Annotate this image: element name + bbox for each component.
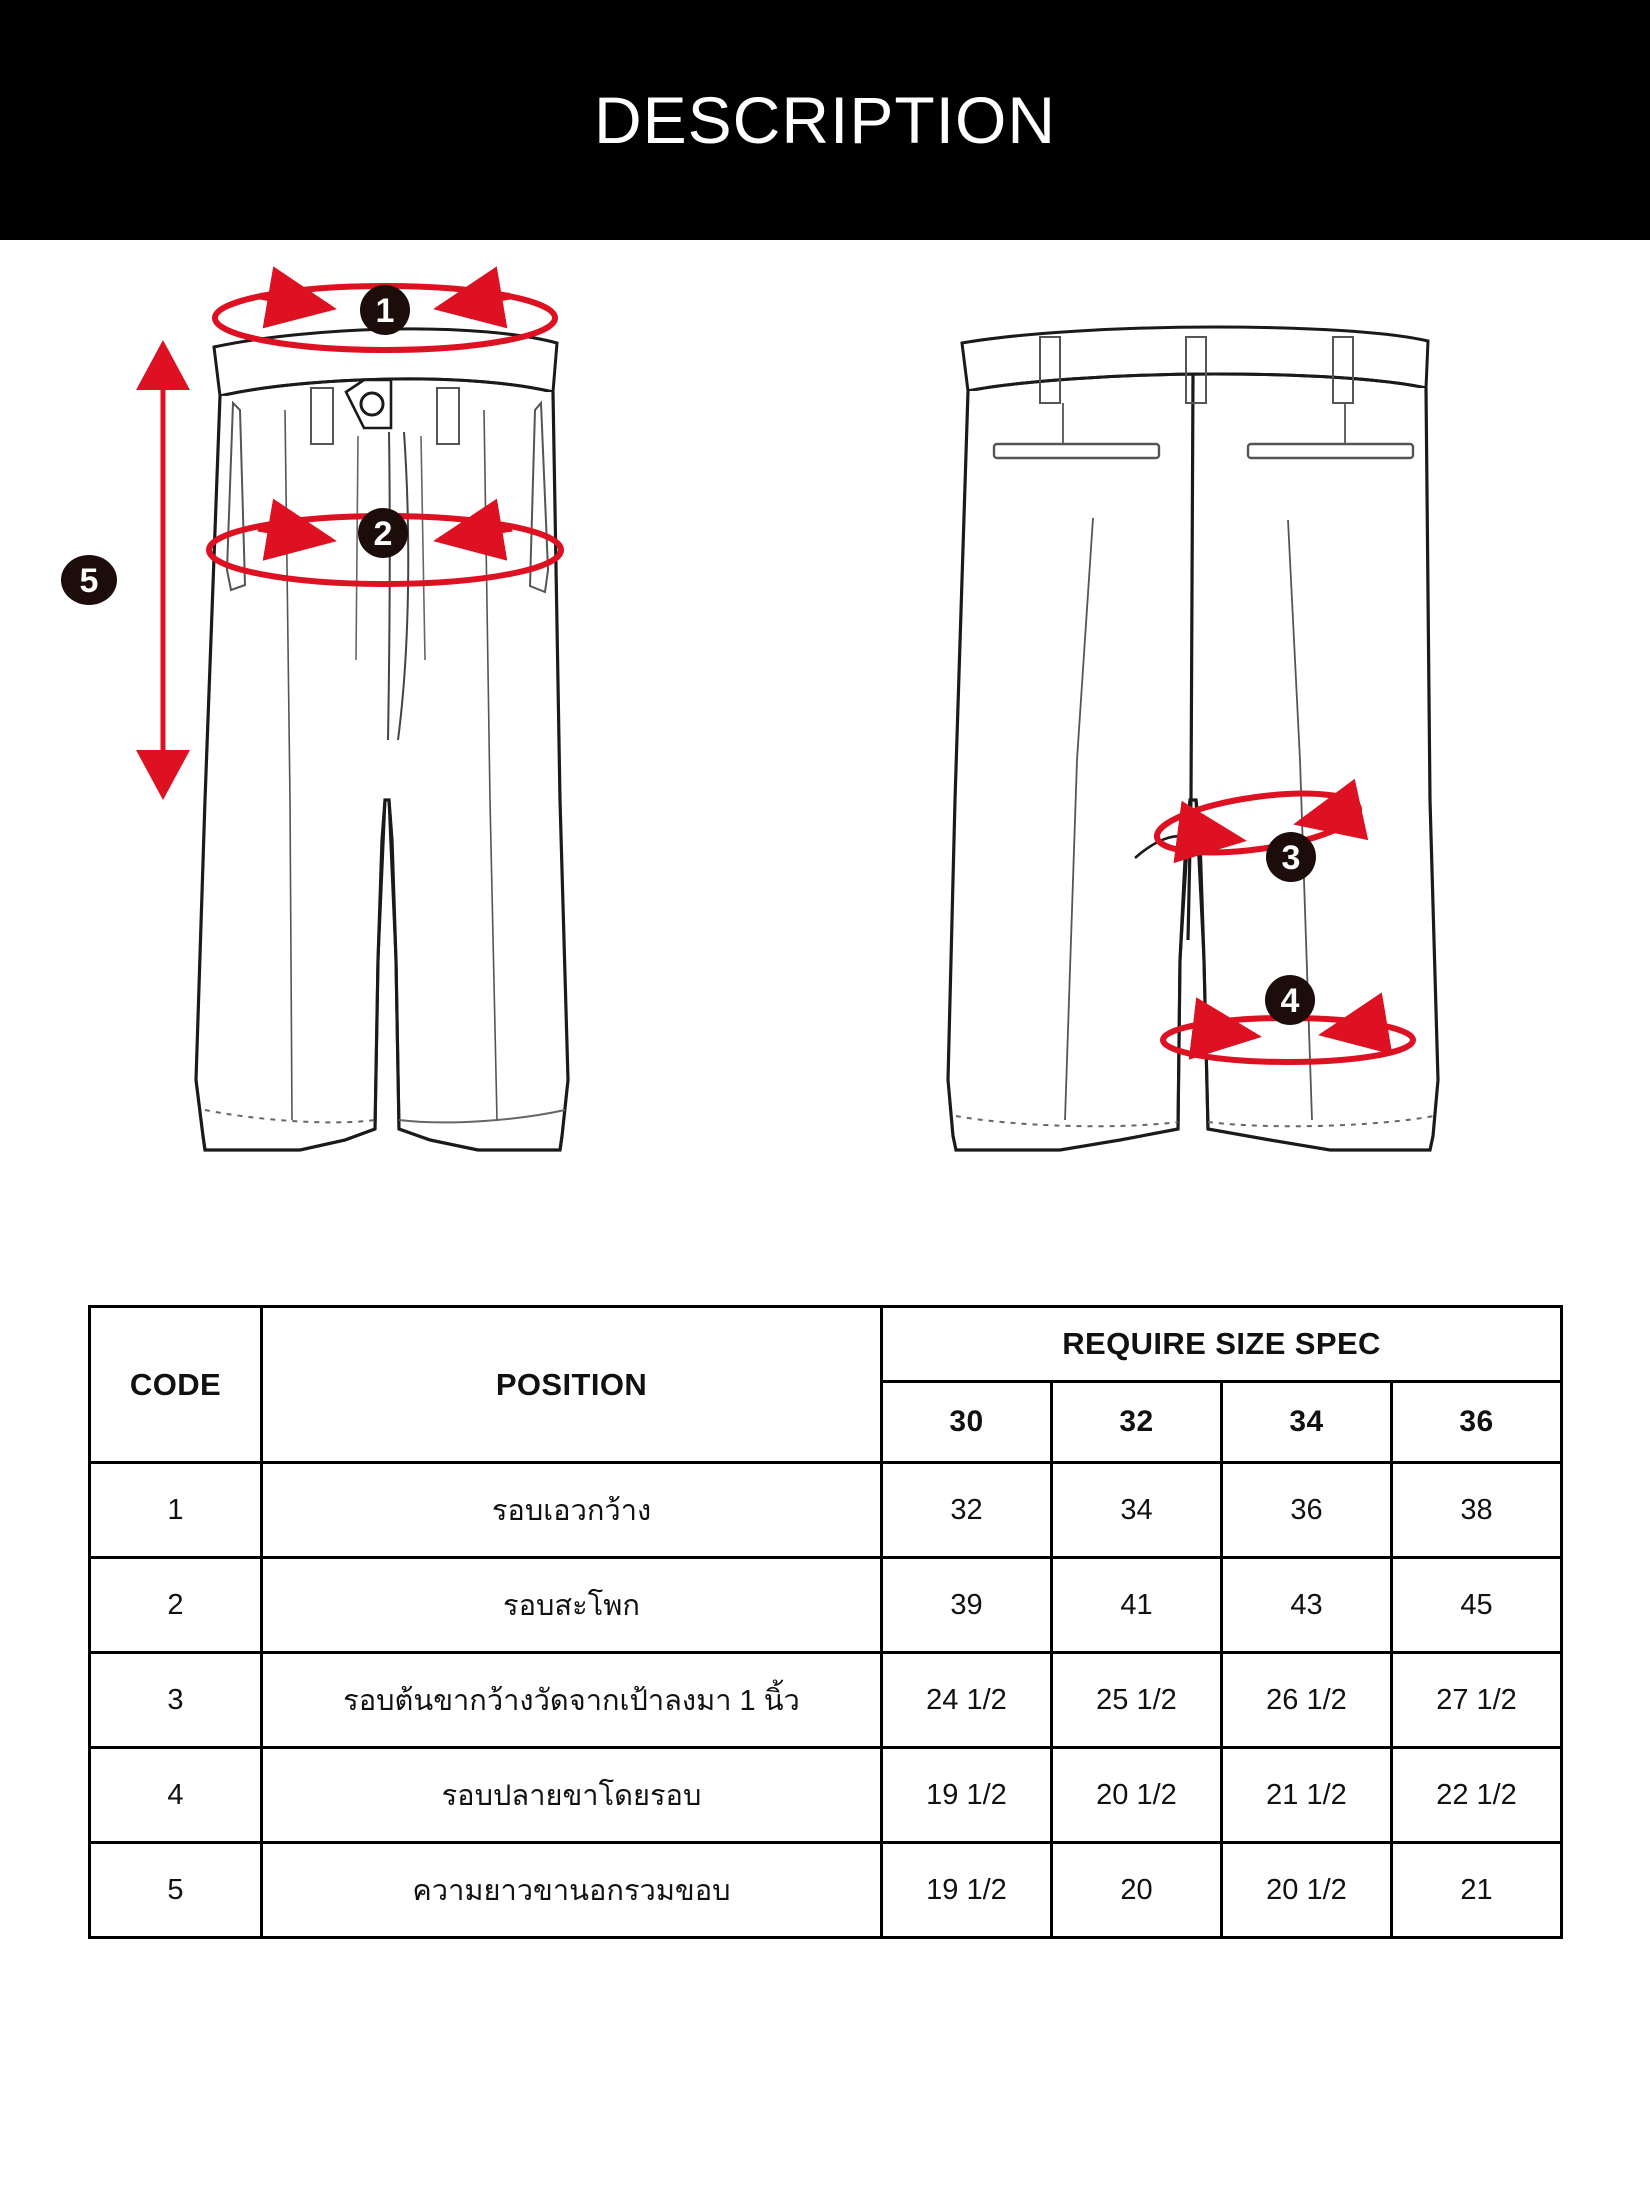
cell-code: 4 bbox=[90, 1748, 262, 1843]
cell-value-32: 20 bbox=[1052, 1843, 1222, 1938]
table-header-row-top bbox=[90, 1307, 1562, 1382]
cell-value-32: 41 bbox=[1052, 1558, 1222, 1653]
cell-position: รอบเอวกว้าง bbox=[262, 1463, 882, 1558]
cell-value-32: 34 bbox=[1052, 1463, 1222, 1558]
cell-value-30: 39 bbox=[882, 1558, 1052, 1653]
marker-badge-5 bbox=[61, 555, 117, 605]
marker-label-5: 5 bbox=[79, 562, 99, 600]
cell-code: 1 bbox=[90, 1463, 262, 1558]
cell-value-34: 20 1/2 bbox=[1222, 1843, 1392, 1938]
cell-value-34: 26 1/2 bbox=[1222, 1653, 1392, 1748]
cell-code: 3 bbox=[90, 1653, 262, 1748]
marker-label-1: 1 bbox=[375, 292, 395, 330]
page-title: DESCRIPTION bbox=[593, 83, 1057, 157]
column-header-require-size-spec: REQUIRE SIZE SPEC bbox=[882, 1307, 1562, 1382]
cell-value-36: 21 bbox=[1392, 1843, 1562, 1938]
cell-position: ความยาวขานอกรวมขอบ bbox=[262, 1843, 882, 1938]
cell-value-36: 22 1/2 bbox=[1392, 1748, 1562, 1843]
table-row bbox=[90, 1558, 1562, 1653]
table-row bbox=[90, 1748, 1562, 1843]
marker-label-4: 4 bbox=[1280, 982, 1300, 1020]
cell-value-32: 25 1/2 bbox=[1052, 1653, 1222, 1748]
cell-value-36: 38 bbox=[1392, 1463, 1562, 1558]
marker-badge-4 bbox=[1265, 975, 1315, 1025]
column-header-position: POSITION bbox=[262, 1307, 882, 1463]
cell-position: รอบสะโพก bbox=[262, 1558, 882, 1653]
column-header-size-32: 32 bbox=[1052, 1382, 1222, 1463]
cell-code: 2 bbox=[90, 1558, 262, 1653]
measurement-diagram bbox=[0, 240, 1650, 1300]
marker-badge-1 bbox=[360, 285, 410, 335]
cell-value-34: 36 bbox=[1222, 1463, 1392, 1558]
cell-position: รอบต้นขากว้างวัดจากเป้าลงมา 1 นิ้ว bbox=[262, 1653, 882, 1748]
table-row bbox=[90, 1463, 1562, 1558]
marker-badge-2 bbox=[358, 508, 408, 558]
marker-badge-3 bbox=[1266, 832, 1316, 882]
column-header-size-34: 34 bbox=[1222, 1382, 1392, 1463]
shorts-front-view bbox=[61, 285, 568, 1150]
marker-label-3: 3 bbox=[1281, 839, 1301, 877]
cell-code: 5 bbox=[90, 1843, 262, 1938]
shorts-technical-drawing bbox=[0, 240, 1650, 1300]
cell-value-30: 32 bbox=[882, 1463, 1052, 1558]
cell-value-36: 27 1/2 bbox=[1392, 1653, 1562, 1748]
cell-value-30: 19 1/2 bbox=[882, 1843, 1052, 1938]
size-spec-table bbox=[88, 1305, 1563, 1939]
shorts-back-view bbox=[948, 327, 1438, 1150]
table-row bbox=[90, 1843, 1562, 1938]
marker-label-2: 2 bbox=[373, 515, 393, 553]
table-row bbox=[90, 1653, 1562, 1748]
cell-position: รอบปลายขาโดยรอบ bbox=[262, 1748, 882, 1843]
cell-value-34: 43 bbox=[1222, 1558, 1392, 1653]
cell-value-32: 20 1/2 bbox=[1052, 1748, 1222, 1843]
cell-value-36: 45 bbox=[1392, 1558, 1562, 1653]
measure-length-5 bbox=[136, 340, 190, 800]
cell-value-30: 24 1/2 bbox=[882, 1653, 1052, 1748]
size-spec-table-container bbox=[88, 1305, 1560, 1939]
cell-value-34: 21 1/2 bbox=[1222, 1748, 1392, 1843]
page-header bbox=[0, 0, 1650, 240]
column-header-code: CODE bbox=[90, 1307, 262, 1463]
column-header-size-36: 36 bbox=[1392, 1382, 1562, 1463]
column-header-size-30: 30 bbox=[882, 1382, 1052, 1463]
cell-value-30: 19 1/2 bbox=[882, 1748, 1052, 1843]
